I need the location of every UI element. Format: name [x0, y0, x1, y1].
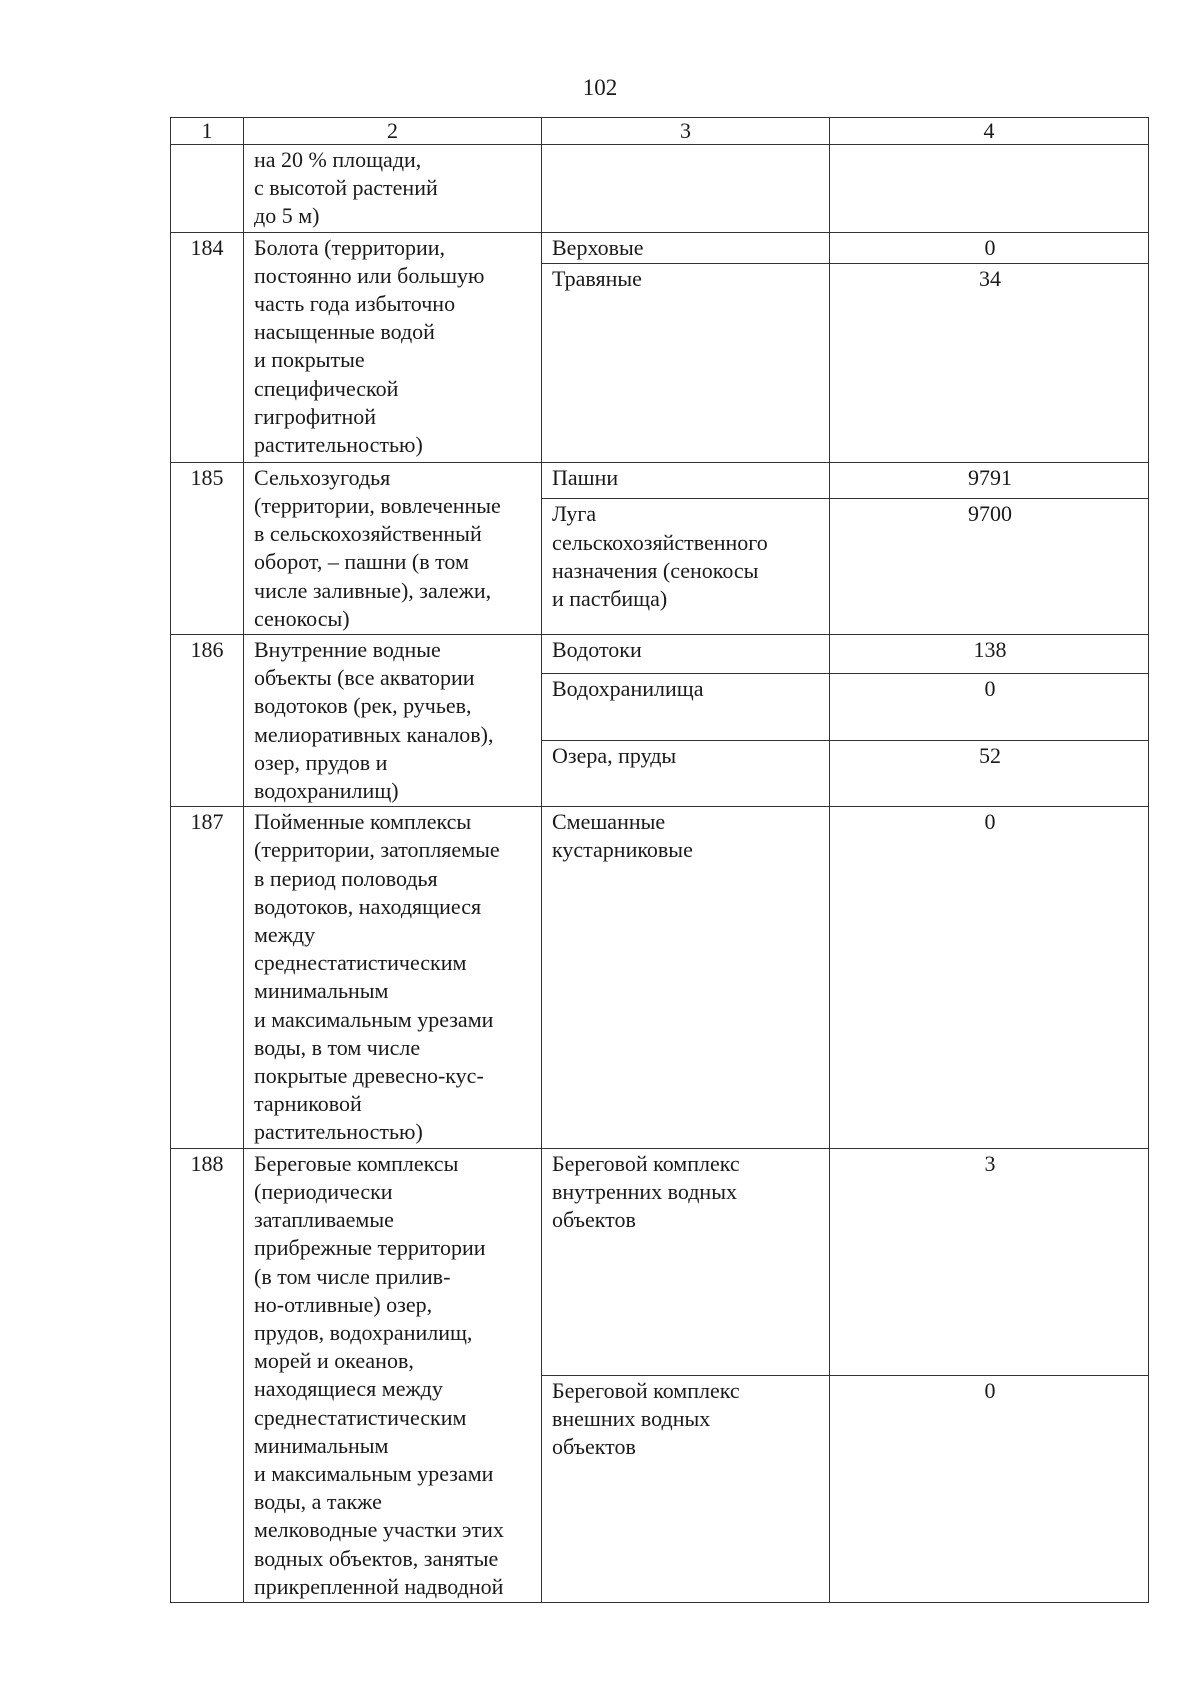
row-number-cell: 188 [171, 1148, 244, 1602]
type-line: Травяные [552, 265, 642, 291]
description-line: растительностью) [254, 1119, 423, 1145]
description-cell [244, 807, 542, 1148]
table-row [171, 462, 1149, 499]
value-cell: 138 [830, 635, 1149, 674]
description-line: оборот, – пашни (в том [254, 549, 469, 575]
description-line: минимальным [254, 1432, 389, 1458]
description-line: прудов, водохранилищ, [254, 1319, 473, 1345]
type-cell [542, 635, 830, 674]
description-cell [244, 1148, 542, 1602]
type-line: объектов [552, 1434, 636, 1460]
value-cell: 52 [830, 740, 1149, 807]
type-cell [542, 263, 830, 462]
type-cell [542, 499, 830, 635]
description-line: но-отливные) озер, [254, 1291, 433, 1317]
table-header-row [171, 118, 1149, 145]
description-line: минимальным [254, 978, 389, 1004]
description-line: между [254, 922, 316, 948]
description-line: (периодически [254, 1178, 393, 1204]
type-line: и пастбища) [552, 585, 668, 611]
description-line: водотоков (рек, ручьев, [254, 693, 472, 719]
type-line: сельскохозяйственного [552, 529, 768, 555]
description-line: гигрофитной [254, 403, 377, 429]
value-cell [830, 145, 1149, 233]
description-line: с высотой растений [254, 175, 438, 201]
value-cell: 9791 [830, 462, 1149, 499]
description-line: тарниковой [254, 1091, 362, 1117]
type-line: Береговой комплекс [552, 1150, 740, 1176]
description-line: мелиоративных каналов), [254, 721, 494, 747]
description-line: воды, а также [254, 1489, 382, 1515]
value-cell: 3 [830, 1148, 1149, 1375]
value-cell: 34 [830, 263, 1149, 462]
description-line: Болота (территории, [254, 234, 446, 260]
description-line: водохранилищ) [254, 778, 399, 804]
description-cell [244, 145, 542, 233]
description-line: Береговые комплексы [254, 1150, 459, 1176]
type-line: внутренних водных [552, 1178, 737, 1204]
row-number-cell [171, 145, 244, 233]
type-line: Водохранилища [552, 676, 704, 702]
description-line: в период половодья [254, 865, 438, 891]
description-line: и покрытые [254, 347, 365, 373]
row-number-cell: 187 [171, 807, 244, 1148]
description-line: постоянно или большую [254, 262, 485, 288]
description-line: морей и океанов, [254, 1348, 414, 1374]
description-line: в сельскохозяйственный [254, 521, 482, 547]
description-line: Пойменные комплексы [254, 809, 472, 835]
type-cell [542, 232, 830, 263]
type-cell [542, 462, 830, 499]
header-col-3: 3 [542, 118, 830, 145]
type-line: назначения (сенокосы [552, 557, 759, 583]
type-line: внешних водных [552, 1406, 711, 1432]
value-cell: 0 [830, 674, 1149, 741]
description-line: сенокосы) [254, 605, 350, 631]
type-line: кустарниковые [552, 837, 693, 863]
description-line: воды, в том числе [254, 1034, 421, 1060]
land-categories-table [170, 117, 1149, 1603]
type-line: Водотоки [552, 637, 642, 663]
description-line: (в том числе прилив- [254, 1263, 451, 1289]
type-line: Смешанные [552, 809, 666, 835]
type-cell [542, 1148, 830, 1375]
type-cell [542, 807, 830, 1148]
table-row [171, 232, 1149, 263]
page-number: 102 [582, 75, 618, 100]
row-number-cell: 186 [171, 635, 244, 807]
description-line: прибрежные территории [254, 1235, 486, 1261]
type-line: объектов [552, 1207, 636, 1233]
description-line: затапливаемые [254, 1207, 394, 1233]
description-line: растительностью) [254, 432, 423, 458]
value-cell: 9700 [830, 499, 1149, 635]
row-number-cell: 185 [171, 462, 244, 634]
description-line: прикрепленной надводной [254, 1573, 504, 1599]
description-line: и максимальным урезами [254, 1460, 494, 1486]
table-row [171, 1148, 1149, 1375]
type-line: Верховые [552, 234, 644, 260]
table-row [171, 807, 1149, 1148]
table-row [171, 145, 1149, 233]
description-cell [244, 232, 542, 462]
description-line: и максимальным урезами [254, 1006, 494, 1032]
description-line: на 20 % площади, [254, 147, 422, 172]
description-line: числе заливные), залежи, [254, 577, 492, 603]
description-line: среднестатистическим [254, 1404, 467, 1430]
description-line: водотоков, находящиеся [254, 893, 482, 919]
type-cell [542, 740, 830, 807]
value-cell: 0 [830, 807, 1149, 1148]
type-line: Береговой комплекс [552, 1377, 740, 1403]
description-line: часть года избыточно [254, 291, 456, 317]
description-line: (территории, вовлеченные [254, 493, 501, 519]
type-cell [542, 674, 830, 741]
description-line: Внутренние водные [254, 637, 441, 663]
row-number-cell: 184 [171, 232, 244, 462]
value-cell: 0 [830, 1375, 1149, 1602]
description-line: (территории, затопляемые [254, 837, 500, 863]
description-cell [244, 462, 542, 634]
description-line: объекты (все акватории [254, 665, 475, 691]
type-line: Луга [552, 501, 597, 527]
header-col-1: 1 [171, 118, 244, 145]
description-line: покрытые древесно-кус- [254, 1063, 484, 1089]
description-line: среднестатистическим [254, 950, 467, 976]
type-cell [542, 145, 830, 233]
description-line: мелководные участки этих [254, 1517, 504, 1543]
description-line: насыщенные водой [254, 319, 435, 345]
description-line: специфической [254, 375, 399, 401]
description-cell [244, 635, 542, 807]
type-line: Пашни [552, 464, 619, 490]
description-line: до 5 м) [254, 203, 320, 229]
description-line: озер, прудов и [254, 749, 388, 775]
description-line: Сельхозугодья [254, 464, 391, 490]
header-col-2: 2 [244, 118, 542, 145]
description-line: находящиеся между [254, 1376, 443, 1402]
type-cell [542, 1375, 830, 1602]
description-line: водных объектов, занятые [254, 1545, 499, 1571]
header-col-4: 4 [830, 118, 1149, 145]
table-row [171, 635, 1149, 674]
type-line: Озера, пруды [552, 742, 677, 768]
value-cell: 0 [830, 232, 1149, 263]
